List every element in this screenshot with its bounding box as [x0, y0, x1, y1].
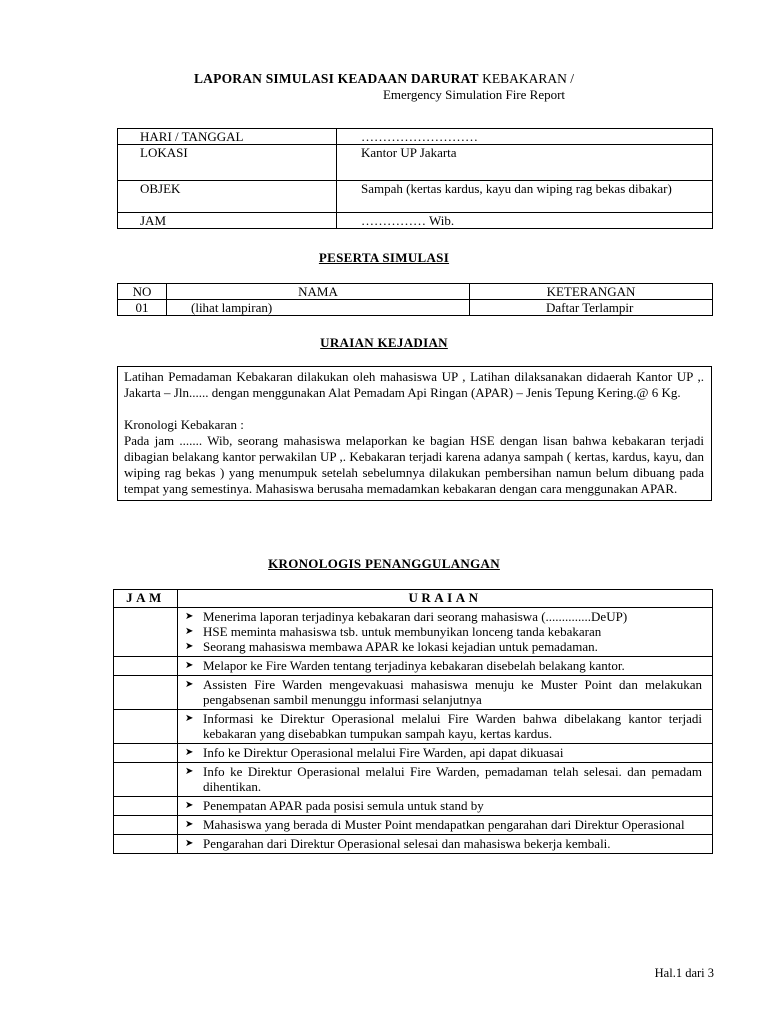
col-header-keterangan: KETERANGAN [470, 284, 713, 300]
peserta-nama: (lihat lampiran) [167, 300, 470, 316]
jam-cell [114, 744, 178, 763]
uraian-cell [178, 744, 713, 763]
arrow-bullet-icon: ➤ [185, 611, 194, 622]
kronologi-title: Kronologi Kebakaran : [124, 417, 244, 432]
uraian-cell [178, 710, 713, 744]
info-table [117, 128, 713, 229]
col-header-no: NO [118, 284, 167, 300]
info-label: OBJEK [118, 181, 337, 213]
arrow-bullet-icon: ➤ [185, 819, 194, 830]
jam-cell [114, 763, 178, 797]
list-item [185, 624, 702, 639]
table-row [114, 676, 713, 710]
jam-cell [114, 608, 178, 657]
info-row-object [118, 181, 713, 213]
list-item-text: Pengarahan dari Direktur Operasional selesai dan mahasiswa bekerja kembali. [203, 836, 611, 851]
list-item-text: Assisten Fire Warden mengevakuasi mahasiswa menuju ke Muster Point dan melakukan pengabsenan sambil menunggu informasi selanjutnya [203, 677, 702, 707]
list-item [185, 764, 702, 794]
list-item [185, 836, 702, 851]
info-row-location [118, 145, 713, 181]
jam-cell [114, 710, 178, 744]
list-item-text: Menerima laporan terjadinya kebakaran dari seorang mahasiswa (..............DeUP) [203, 609, 628, 624]
uraian-cell [178, 676, 713, 710]
jam-cell [114, 816, 178, 835]
arrow-bullet-icon: ➤ [185, 766, 194, 777]
uraian-heading: URAIAN KEJADIAN [320, 335, 448, 350]
list-item [185, 609, 702, 624]
list-item [185, 798, 702, 813]
info-label: JAM [118, 213, 337, 229]
peserta-table [117, 283, 713, 316]
uraian-paragraph: Pada jam ....... Wib, seorang mahasiswa melaporkan ke bagian HSE dengan lisan bahwa kebakaran terjadi dibagian belakang kantor perwakilan UP ,. Kebakaran terjadi karena adanya sampah ( kertas, kardus, kayu, dan wiping rag bekas ) yang menumpuk setelah sebelumnya dilakukan pembersihan namun belum dibuang pada tempat yang semestinya. Mahasiswa berusaha memadamkan kebakaran dengan cara menggunakan APAR. [124, 433, 704, 496]
table-row [114, 797, 713, 816]
jam-cell [114, 797, 178, 816]
col-header-nama: NAMA [167, 284, 470, 300]
list-item-text: Melapor ke Fire Warden tentang terjadinya kebakaran disebelah belakang kantor. [203, 658, 625, 673]
table-row [114, 835, 713, 854]
peserta-heading: PESERTA SIMULASI [318, 250, 450, 265]
uraian-cell [178, 763, 713, 797]
arrow-bullet-icon: ➤ [185, 626, 194, 637]
list-item-text: HSE meminta mahasiswa tsb. untuk membunyikan lonceng tanda kebakaran [203, 624, 602, 639]
col-header-jam: JAM [114, 590, 178, 608]
report-subtitle: Emergency Simulation Fire Report [382, 87, 566, 102]
info-value: ……………………… [337, 129, 713, 145]
uraian-cell [178, 797, 713, 816]
list-item-text: Mahasiswa yang berada di Muster Point mendapatkan pengarahan dari Direktur Operasional [203, 817, 685, 832]
arrow-bullet-icon: ➤ [185, 679, 194, 690]
list-item-text: Info ke Direktur Operasional melalui Fire Warden, pemadaman telah selesai. dan pemadam dihentikan. [203, 764, 702, 794]
report-title-rest: KEBAKARAN / [478, 71, 575, 86]
arrow-bullet-icon: ➤ [185, 800, 194, 811]
arrow-bullet-icon: ➤ [185, 838, 194, 849]
arrow-bullet-icon: ➤ [185, 660, 194, 671]
jam-cell [114, 676, 178, 710]
arrow-bullet-icon: ➤ [185, 713, 194, 724]
list-item [185, 658, 702, 673]
kronologis-header-row [114, 590, 713, 608]
list-item [185, 639, 702, 654]
info-value: Kantor UP Jakarta [337, 145, 713, 181]
report-title [0, 71, 768, 86]
peserta-keterangan: Daftar Terlampir [470, 300, 713, 316]
kronologis-table [113, 589, 713, 854]
list-item [185, 745, 702, 760]
table-row [114, 763, 713, 797]
uraian-paragraph: Latihan Pemadaman Kebakaran dilakukan oleh mahasiswa UP , Latihan dilaksanakan didaerah Kantor UP ,. Jakarta – Jln...... dengan menggunakan Alat Pemadam Api Ringan (APAR) – Jenis Tepung Kering.@ 6 Kg. [124, 369, 704, 400]
list-item [185, 817, 702, 832]
table-row [114, 657, 713, 676]
table-row [114, 710, 713, 744]
uraian-cell [178, 816, 713, 835]
info-label: LOKASI [118, 145, 337, 181]
info-value: …………… Wib. [337, 213, 713, 229]
peserta-no: 01 [118, 300, 167, 316]
info-row-time [118, 213, 713, 229]
peserta-header-row [118, 284, 713, 300]
report-title-bold: LAPORAN SIMULASI KEADAAN DARURAT [193, 71, 479, 86]
jam-cell [114, 835, 178, 854]
list-item-text: Informasi ke Direktur Operasional melalui Fire Warden bahwa dibelakang kantor terjadi kebakaran yang disebabkan tumpukan sampah kayu, kertas kardus. [203, 711, 702, 741]
list-item [185, 711, 702, 741]
list-item [185, 677, 702, 707]
table-row [114, 608, 713, 657]
arrow-bullet-icon: ➤ [185, 747, 194, 758]
info-row-date [118, 129, 713, 145]
list-item-text: Seorang mahasiswa membawa APAR ke lokasi kejadian untuk pemadaman. [203, 639, 598, 654]
uraian-box [117, 366, 712, 501]
col-header-uraian: URAIAN [178, 590, 713, 608]
arrow-bullet-icon: ➤ [185, 641, 194, 652]
jam-cell [114, 657, 178, 676]
uraian-cell [178, 608, 713, 657]
kronologis-heading: KRONOLOGIS PENANGGULANGAN [268, 556, 500, 571]
info-label: HARI / TANGGAL [118, 129, 337, 145]
info-value: Sampah (kertas kardus, kayu dan wiping rag bekas dibakar) [337, 181, 713, 213]
table-row [114, 816, 713, 835]
uraian-cell [178, 657, 713, 676]
table-row [114, 744, 713, 763]
page-number: Hal.1 dari 3 [654, 966, 714, 980]
list-item-text: Info ke Direktur Operasional melalui Fire Warden, api dapat dikuasai [203, 745, 564, 760]
table-row [118, 300, 713, 316]
list-item-text: Penempatan APAR pada posisi semula untuk stand by [203, 798, 484, 813]
uraian-cell [178, 835, 713, 854]
